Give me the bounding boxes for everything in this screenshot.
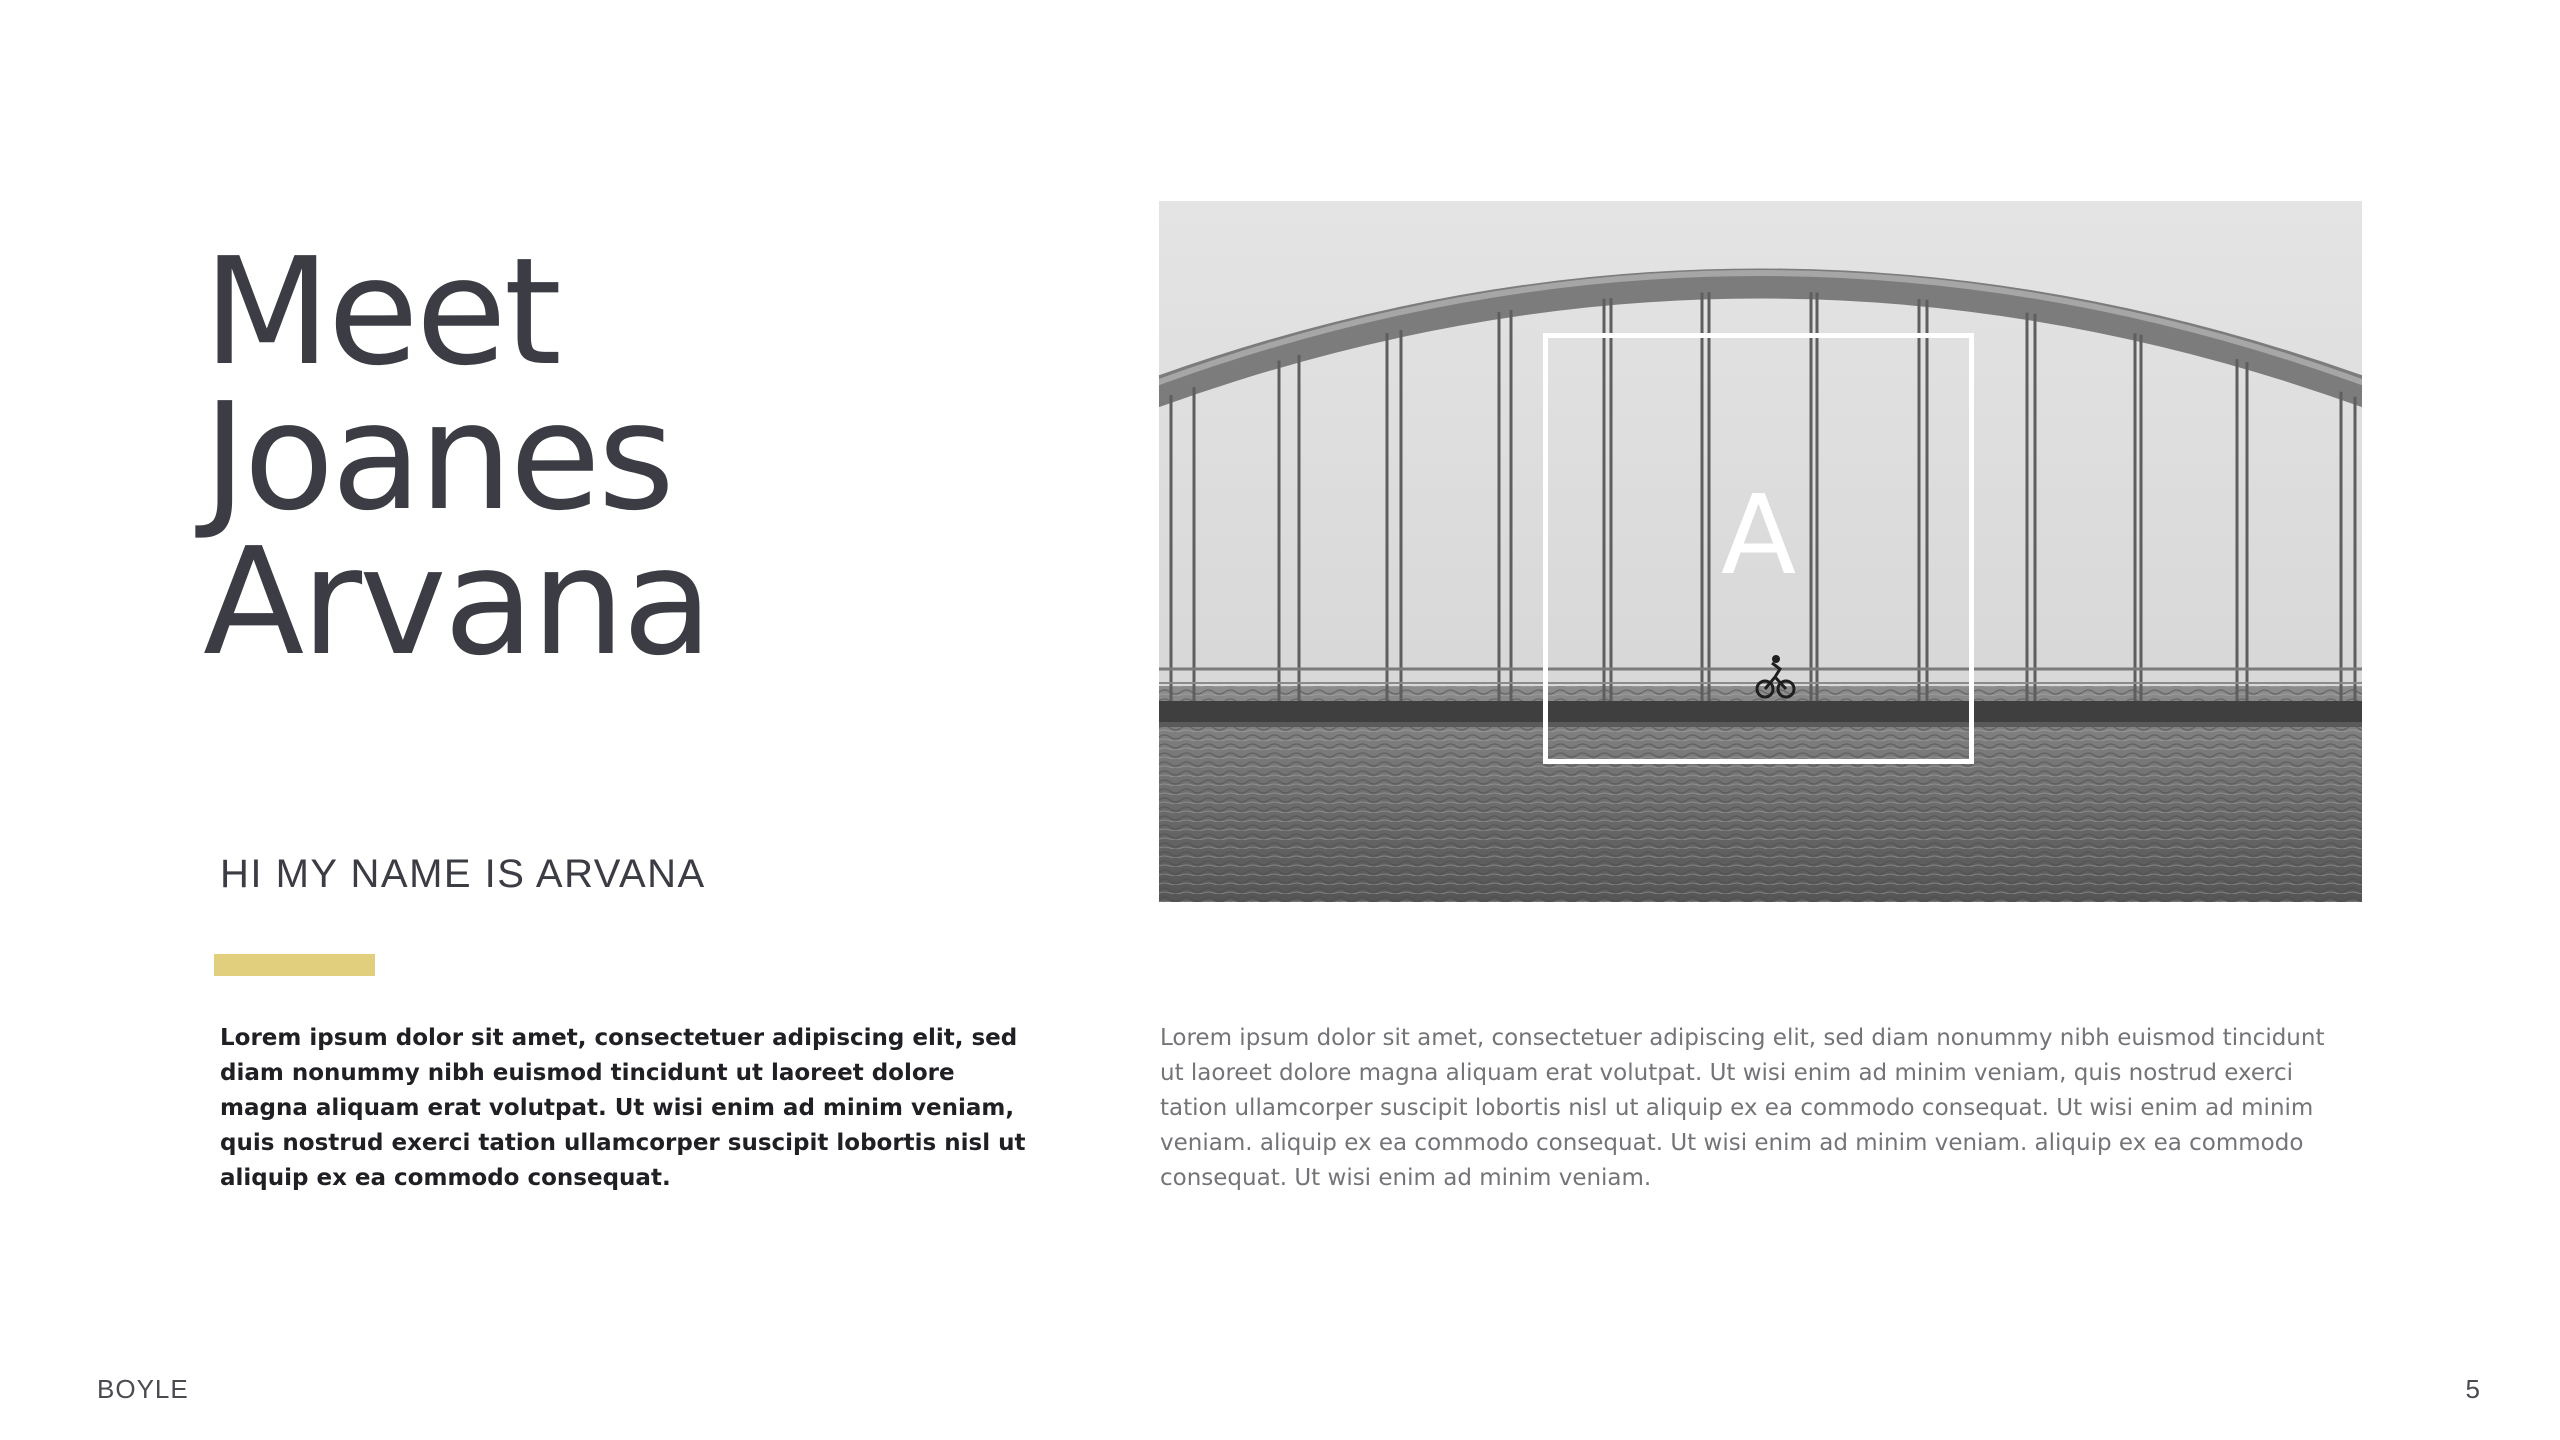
bio-left-text: Lorem ipsum dolor sit amet, consectetuer adipiscing elit, sed diam nonummy nibh euismod tincidunt ut laoreet dolore magna aliquam erat volutpat. Ut wisi enim ad minim veniam, quis nostrud exerci tation ullamcorper suscipit lobortis nisl ut aliquip ex ea commodo consequat.: [220, 1025, 1026, 1191]
title-line-2: Joanes: [203, 371, 672, 543]
bridge-cyclist-photo: [1159, 201, 2362, 902]
bio-right-text: Lorem ipsum dolor sit amet, consectetuer adipiscing elit, sed diam nonummy nibh euismod tincidunt ut laoreet dolore magna aliquam erat volutpat. Ut wisi enim ad minim veniam, quis nostrud exerci tation ullamcorper suscipit lobortis nisl ut aliquip ex ea commodo consequat. Ut wisi enim ad minim veniam. aliquip ex ea commodo consequat. Ut wisi enim ad minim veniam. aliquip ex ea commodo consequat. Ut wisi enim ad minim veniam.: [1160, 1025, 2325, 1191]
footer-brand: BOYLE: [97, 1374, 189, 1404]
monogram-letter: A: [1720, 470, 1797, 599]
subtitle: HI MY NAME IS ARVANA: [220, 852, 706, 896]
monogram-frame: [1543, 333, 1974, 764]
title-line-1: Meet: [203, 226, 559, 398]
page-number: 5: [2465, 1374, 2480, 1404]
title-line-3: Arvana: [203, 516, 710, 688]
slide-title: [203, 226, 963, 688]
accent-bar: [214, 954, 375, 976]
